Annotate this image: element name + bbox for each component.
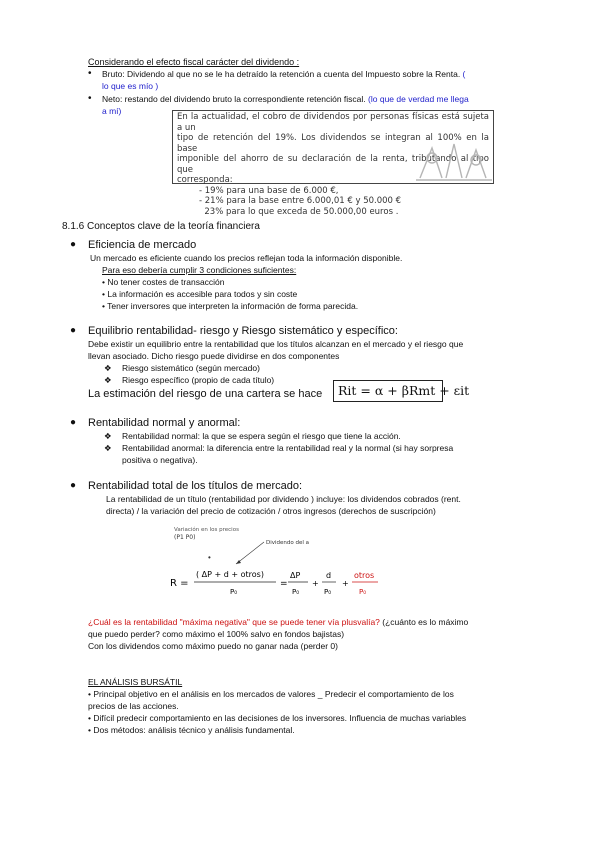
fig-p0: P₀: [324, 588, 332, 596]
bullet-icon: ●: [70, 239, 77, 250]
equilibrio-desc: Debe existir un equilibrio entre la rentabilidad que los títulos alcanzan en el mercado y el riesgo que: [88, 339, 464, 349]
risk-item: Riesgo específico (propio de cada título): [122, 375, 275, 385]
dividend-section-title: Considerando el efecto fiscal carácter del dividendo :: [88, 57, 300, 67]
bullet-icon: ●: [70, 325, 77, 336]
neto-note: (lo que de verdad me llega: [368, 94, 469, 104]
risk-item: Riesgo sistemático (según mercado): [122, 363, 260, 373]
question-red: ¿Cuál es la rentabilidad "máxima negativa" que se puede tener vía plusvalía?: [88, 617, 380, 627]
fig-plus: +: [312, 579, 319, 588]
decorative-stamp-image: [412, 138, 496, 184]
bursatil-line: precios de las acciones.: [88, 701, 179, 711]
diamond-icon: ❖: [104, 431, 112, 441]
question-line: ¿Cuál es la rentabilidad "máxima negativa" que se puede tener vía plusvalía? (¿cuánto es lo máximo: [88, 617, 469, 627]
fig-numerator: ( ΔP + d + otros): [196, 570, 264, 579]
bruto-note-open: (: [462, 69, 466, 79]
fig-otros: otros: [354, 571, 375, 580]
bullet-icon: ●: [70, 417, 77, 428]
fig-plus: +: [342, 579, 349, 588]
bursatil-title: EL ANÁLISIS BURSÁTIL: [88, 677, 183, 687]
diamond-icon: ❖: [104, 363, 112, 373]
normal-title: Rentabilidad normal y anormal:: [88, 417, 241, 429]
fig-p0: P₀: [359, 588, 367, 596]
bruto-text: Bruto: Dividendo al que no se le ha detraído la retención a cuenta del Impuesto sobre la Renta. (: [102, 69, 466, 79]
equilibrio-title: Equilibrio rentabilidad- riesgo y Riesgo sistemático y específico:: [88, 325, 398, 337]
bursatil-line: • Dos métodos: análisis técnico y análisis fundamental.: [88, 725, 295, 735]
normal-item: Rentabilidad normal: la que se espera según el riesgo que tiene la acción.: [122, 431, 401, 441]
total-desc-2: directa) / la variación del precio de cotización / otros ingresos (derechos de suscripción): [106, 506, 436, 516]
total-return-formula: [168, 524, 398, 624]
condition-item: • La información es accesible para todos y sin coste: [102, 289, 298, 299]
question-line-2: que puedo perder? como máximo el 100% salvo en fondos bajistas): [88, 629, 345, 639]
fig-R: R =: [170, 578, 189, 589]
fig-label-variation: Variación en los precios: [174, 527, 239, 533]
fig-label-p1p0: (P1 P0): [174, 534, 196, 541]
question-line-3: Con los dividendos como máximo puedo no ganar nada (perder 0): [88, 641, 338, 651]
total-title: Rentabilidad total de los títulos de mercado:: [88, 480, 303, 492]
bullet-icon: ●: [70, 480, 77, 491]
estimation-text: La estimación del riesgo de una cartera se hace: [88, 388, 323, 400]
diamond-icon: ❖: [104, 375, 112, 385]
fig-equals: =: [280, 579, 288, 589]
fig-p0: P₀: [292, 588, 300, 596]
anormal-item: Rentabilidad anormal: la diferencia entre la rentabilidad real y la normal (si hay sorpresa: [122, 443, 454, 453]
bursatil-line: • Difícil predecir comportamiento en las decisiones de los inversores. Influencia de muchas variables: [88, 713, 467, 723]
neto-text: Neto: restando del dividendo bruto la correspondiente retención fiscal. (lo que de verdad me llega: [102, 94, 469, 104]
condition-item: • No tener costes de transacción: [102, 277, 225, 287]
neto-note-2: a mí): [102, 106, 122, 116]
fig-dot: •: [208, 553, 211, 562]
equilibrio-desc-2: llevan asociado. Dicho riesgo puede dividirse en dos componentes: [88, 351, 340, 361]
condition-item: • Tener inversores que interpreten la información de forma parecida.: [102, 301, 359, 311]
tax-quote-box: En la actualidad, el cobro de dividendos por personas físicas está sujeta a un tipo de retención del 19%. Los dividendos se integran al 100% en la base imponible del ahorro de su declaración de la renta, tributando al tipo que corresponda: - 19% para una base de 6.000 €, - 21% para la base entre 6.000,01 € y 50.000 € 23% para lo que exceda de 50.000,00 euros .: [172, 110, 494, 184]
anormal-item-2: positiva o negativa).: [122, 455, 198, 465]
section-heading: 8.1.6 Conceptos clave de la teoría financiera: [62, 221, 260, 232]
market-model-formula: Rit = α + βRmt + εit: [333, 380, 443, 402]
eficiencia-cond-title: Para eso debería cumplir 3 condiciones suficientes:: [102, 265, 297, 275]
fig-d: d: [326, 571, 332, 580]
bullet-icon: •: [88, 93, 92, 104]
total-desc: La rentabilidad de un título (rentabilidad por dividendo ) incluye: los dividendos cobrados (rent.: [106, 494, 461, 504]
fig-label-dividend: Dividendo del a: [266, 540, 310, 546]
bullet-icon: •: [88, 68, 92, 79]
fig-arrow: [236, 542, 264, 564]
eficiencia-desc: Un mercado es eficiente cuando los precios reflejan toda la información disponible.: [90, 253, 403, 263]
diamond-icon: ❖: [104, 443, 112, 453]
fig-denominator: P₀: [230, 588, 238, 596]
bursatil-line: • Principal objetivo en el análisis en los mercados de valores _ Predecir el comportamiento de los: [88, 689, 454, 699]
fig-delta-p: ΔP: [290, 571, 301, 580]
bruto-note: lo que es mío ): [102, 81, 159, 91]
eficiencia-title: Eficiencia de mercado: [88, 239, 197, 251]
